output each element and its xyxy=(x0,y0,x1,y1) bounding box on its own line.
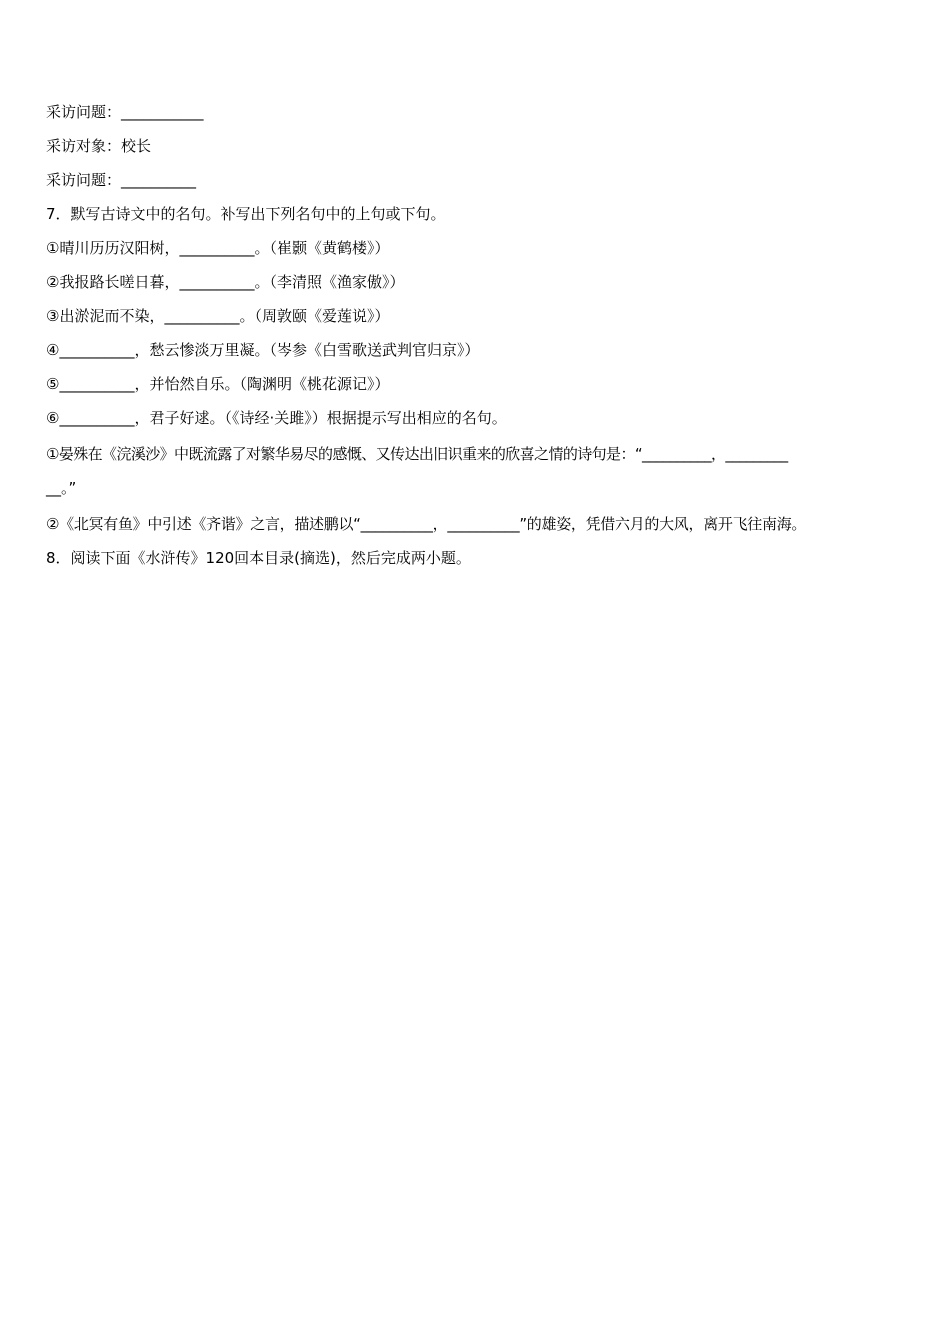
question-7-item-5: ⑤__________，并怡然自乐。（陶渊明《桃花源记》） xyxy=(46,375,390,393)
question-7-item-3: ③出淤泥而不染，__________。（周敦颐《爱莲说》） xyxy=(46,307,390,325)
question-7-item-2: ②我报路长嗟日暮，__________。（李清照《渔家傲》） xyxy=(46,273,405,291)
interview-question-1: 采访问题：___________ xyxy=(46,103,204,121)
question-8-heading: 8．阅读下面《水浒传》120回本目录(摘选)，然后完成两小题。 xyxy=(46,549,471,567)
interview-subject: 采访对象：校长 xyxy=(46,137,152,155)
question-7-hint-2: ②《北冥有鱼》中引述《齐谐》之言，描述鹏以“__________，__________”的雄姿，凭借六月的大风，离开飞往南海。 xyxy=(46,515,807,533)
question-7-hint-1-continued: __。” xyxy=(46,479,77,497)
interview-question-2: 采访问题：__________ xyxy=(46,171,197,189)
question-7-hint-1: ①晏殊在《浣溪沙》中既流露了对繁华易尽的感慨、又传达出旧识重来的欣喜之情的诗句是：“__________，_________ xyxy=(46,445,788,463)
question-7-heading: 7．默写古诗文中的名句。补写出下列名句中的上句或下句。 xyxy=(46,205,446,223)
question-7-item-4: ④__________，愁云惨淡万里凝。（岑参《白雪歌送武判官归京》） xyxy=(46,341,480,359)
question-7-item-1: ①晴川历历汉阳树，__________。（崔颢《黄鹤楼》） xyxy=(46,239,390,257)
question-7-item-6: ⑥__________，君子好逑。（《诗经·关雎》）根据提示写出相应的名句。 xyxy=(46,409,507,427)
